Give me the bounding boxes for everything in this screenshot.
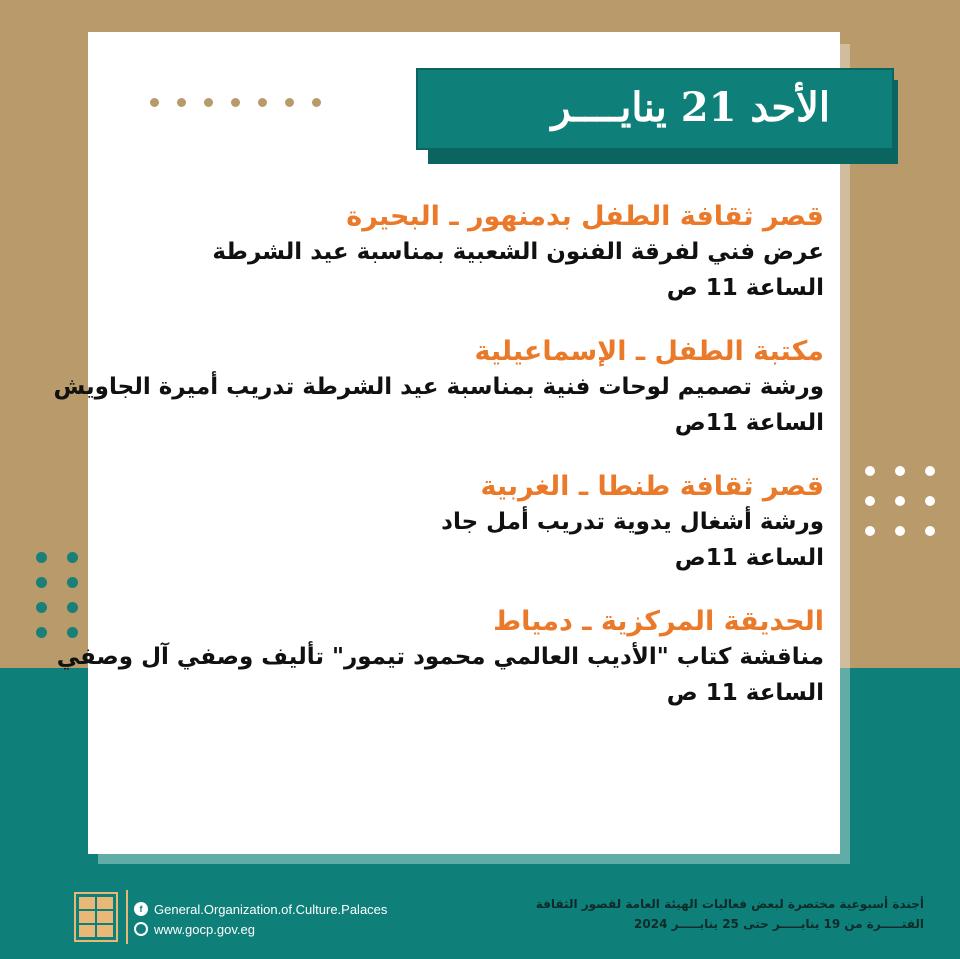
event-time: الساعة 11ص [674,545,824,571]
event-description: مناقشة كتاب "الأديب العالمي محمود تيمور" تأليف وصفي آل وصفي [56,644,824,670]
page-title: الأحد 21 ينايــــر [551,84,830,131]
event-time: الساعة 11 ص [666,680,824,706]
facebook-label: General.Organization.of.Culture.Palaces [154,901,388,917]
date-banner [416,68,894,150]
decorative-dots-grid-left [36,552,78,638]
facebook-link[interactable] [134,899,387,919]
facebook-icon: f [134,902,148,916]
decorative-dots-grid-right [865,466,935,536]
agenda-title: أجندة أسبوعية مختصرة لبعض فعاليات الهيئة العامة لقصور الثقافة [535,897,924,911]
event-venue: مكتبة الطفل ـ الإسماعيلية [474,336,824,367]
event-venue: قصر ثقافة طنطا ـ الغربية [480,471,824,502]
footer-divider [126,890,128,944]
decorative-dots-row [150,98,350,108]
event-venue: قصر ثقافة الطفل بدمنهور ـ البحيرة [346,201,824,232]
website-link[interactable] [134,919,255,939]
event-venue: الحديقة المركزية ـ دمياط [493,606,824,637]
event-description: ورشة تصميم لوحات فنية بمناسبة عيد الشرطة تدريب أميرة الجاويش [53,374,824,400]
event-description: ورشة أشغال يدوية تدريب أمل جاد [441,509,824,535]
website-label: www.gocp.gov.eg [154,921,255,937]
globe-icon [134,922,148,936]
agenda-caption [504,895,924,935]
logo-icon [74,892,118,942]
event-description: عرض فني لفرقة الفنون الشعبية بمناسبة عيد الشرطة [212,239,824,265]
events-list [53,200,824,740]
event-item [96,470,824,576]
agenda-period: الفتـــــرة من 19 ينايـــــر حتى 25 ينايـــــر 2024 [634,917,924,931]
event-item [96,200,824,306]
event-time: الساعة 11ص [674,410,824,436]
event-item [56,605,824,711]
event-item [53,335,824,441]
event-time: الساعة 11 ص [666,275,824,301]
